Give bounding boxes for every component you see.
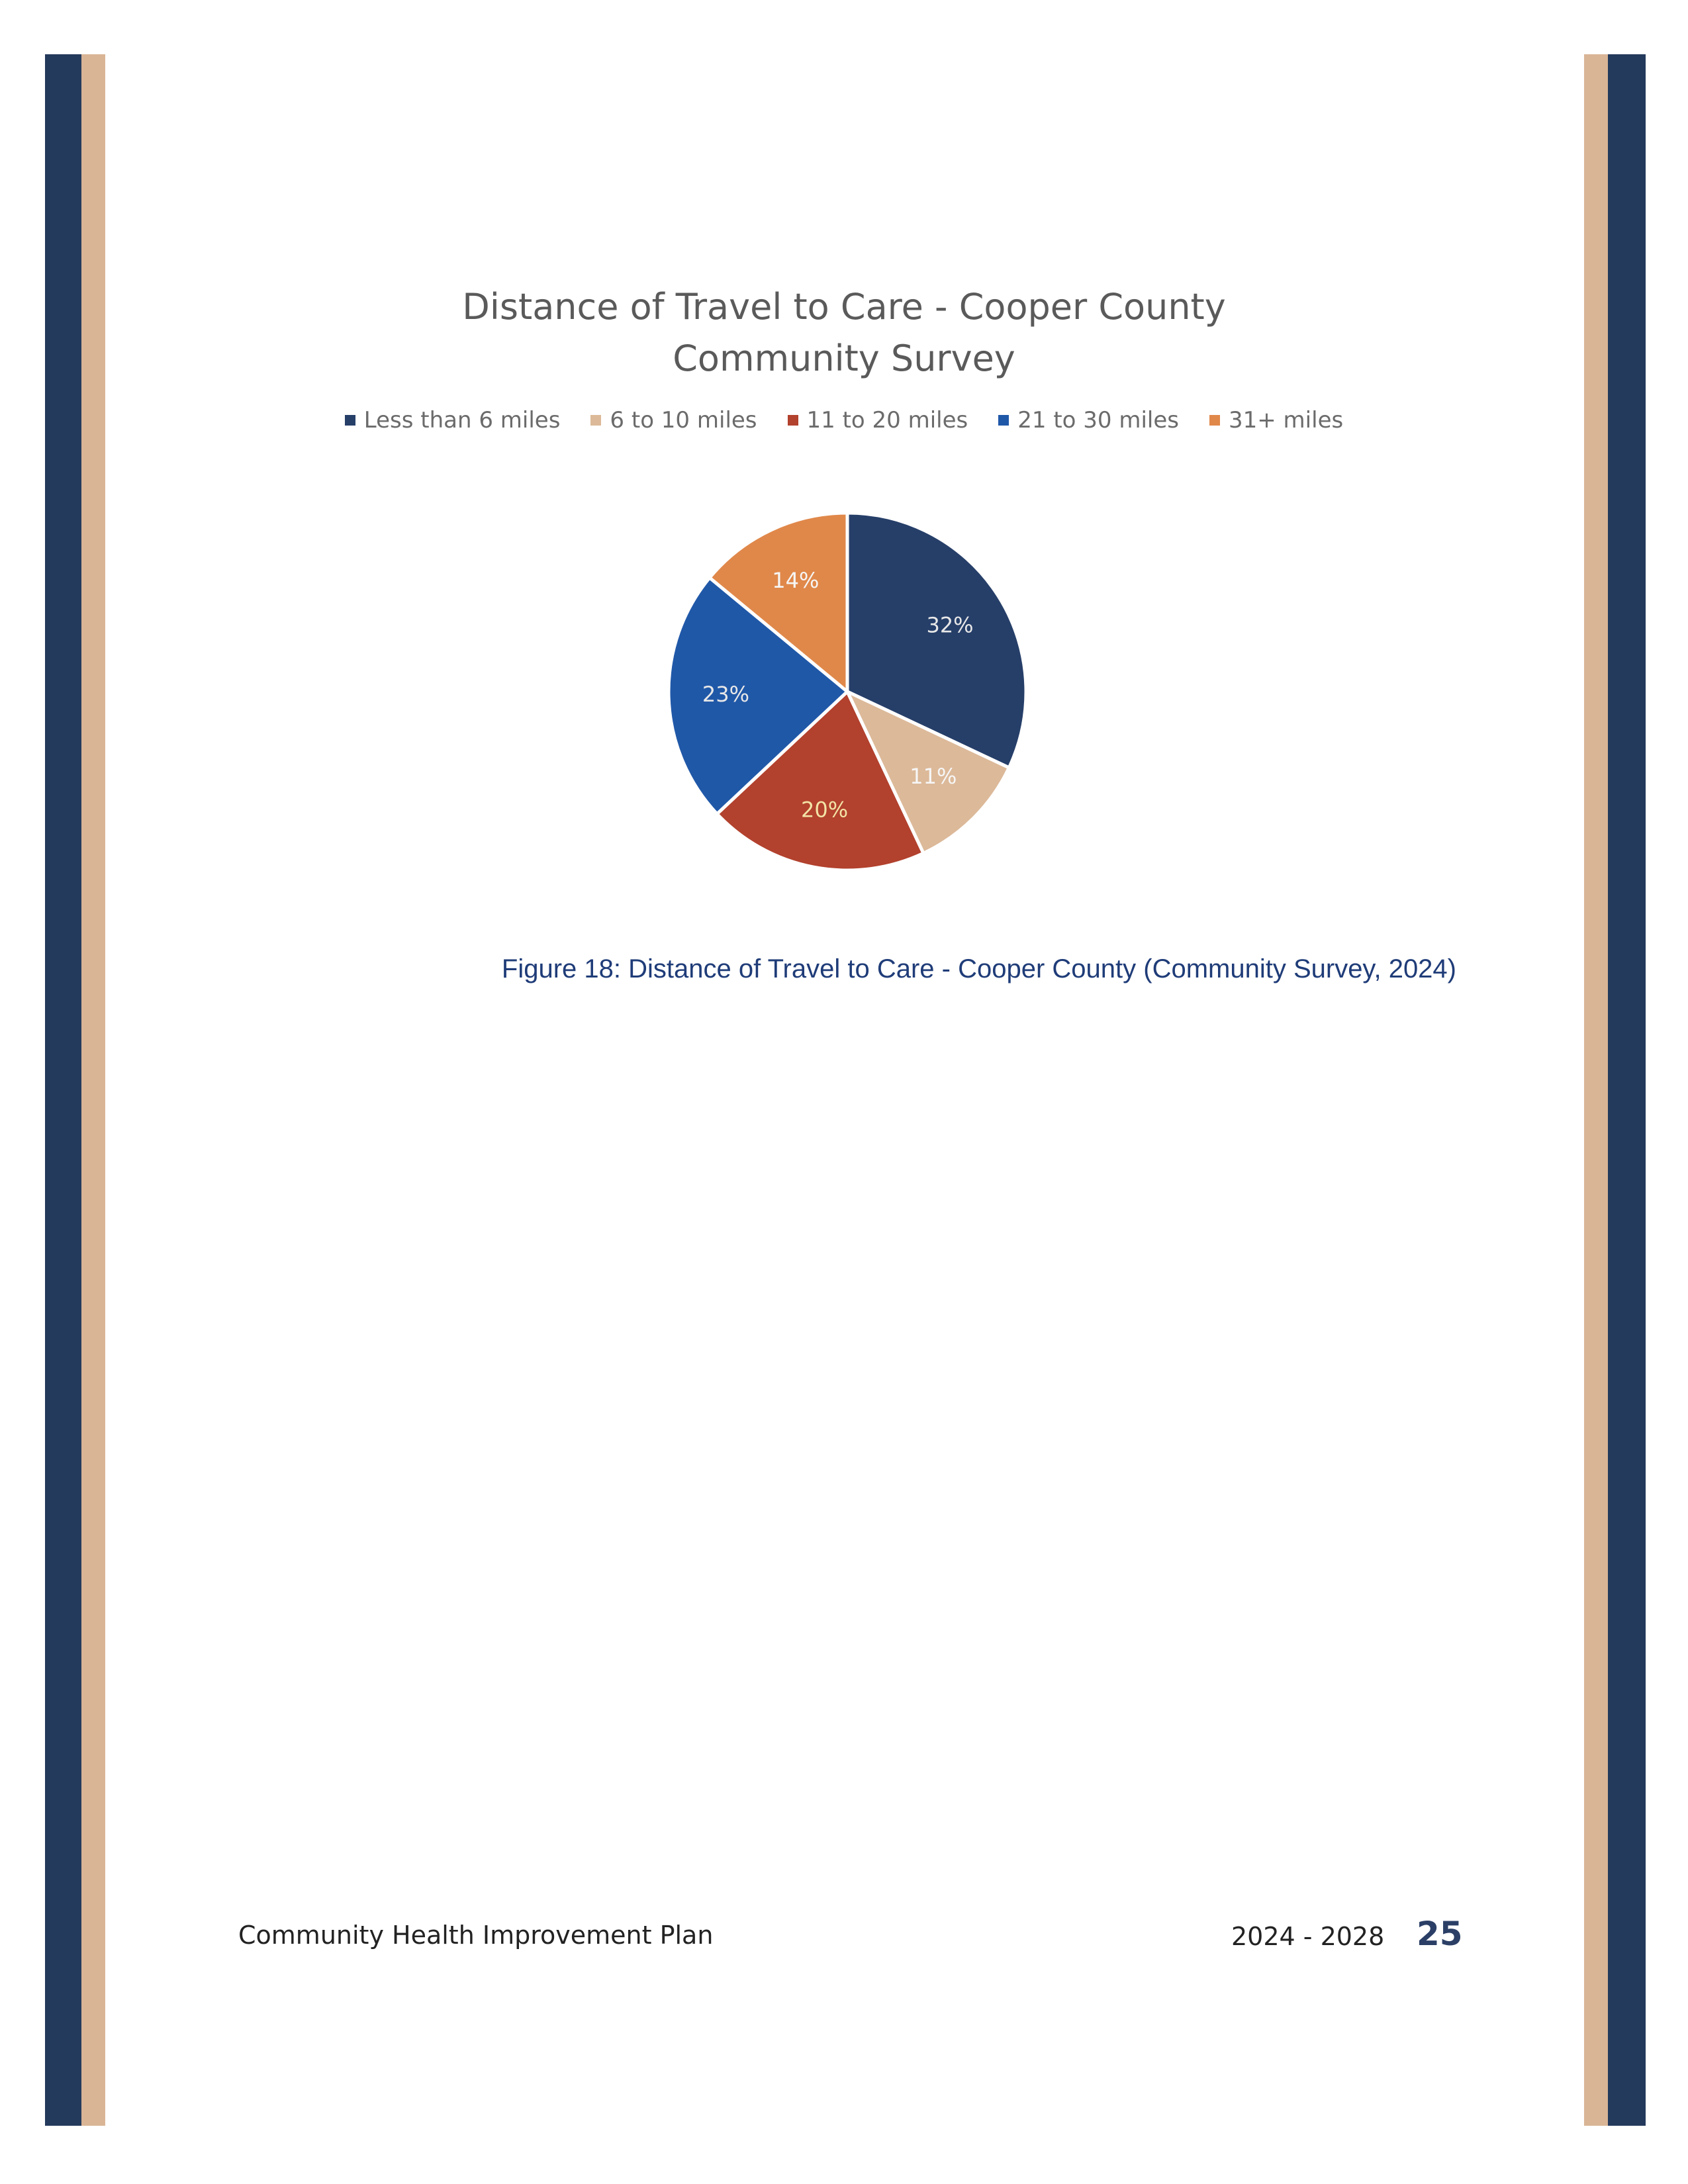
legend-swatch	[998, 415, 1009, 426]
footer-document-title: Community Health Improvement Plan	[238, 1921, 714, 1950]
legend-item	[998, 407, 1179, 433]
legend-label: 31+ miles	[1229, 407, 1344, 433]
page-number: 25	[1417, 1915, 1463, 1953]
legend-item	[590, 407, 757, 433]
legend-item	[345, 407, 561, 433]
right-tan-stripe	[1584, 54, 1608, 2126]
legend-swatch	[788, 415, 798, 426]
legend-swatch	[1209, 415, 1220, 426]
legend-label: Less than 6 miles	[363, 407, 561, 433]
legend-label: 6 to 10 miles	[610, 407, 757, 433]
legend-label: 11 to 20 miles	[806, 407, 968, 433]
pie-data-label: 14%	[772, 567, 820, 593]
legend-swatch	[590, 415, 601, 426]
legend-label: 21 to 30 miles	[1017, 407, 1179, 433]
pie-data-label: 23%	[702, 681, 750, 707]
chart-legend	[281, 407, 1407, 433]
legend-item	[1209, 407, 1343, 433]
left-tan-stripe	[81, 54, 105, 2126]
figure-caption: Figure 18: Distance of Travel to Care - Cooper County (Community Survey, 2024)	[501, 954, 1456, 983]
legend-item	[788, 407, 968, 433]
pie-data-label: 32%	[926, 612, 974, 638]
left-navy-stripe	[45, 54, 81, 2126]
right-navy-stripe	[1608, 54, 1646, 2126]
legend-swatch	[345, 415, 355, 426]
chart-title: Distance of Travel to Care - Cooper County Community Survey	[462, 286, 1226, 379]
pie-chart	[662, 506, 1033, 877]
pie-data-label: 11%	[910, 763, 957, 789]
footer-years: 2024 - 2028	[1231, 1922, 1385, 1951]
pie-data-label: 20%	[801, 797, 849, 823]
